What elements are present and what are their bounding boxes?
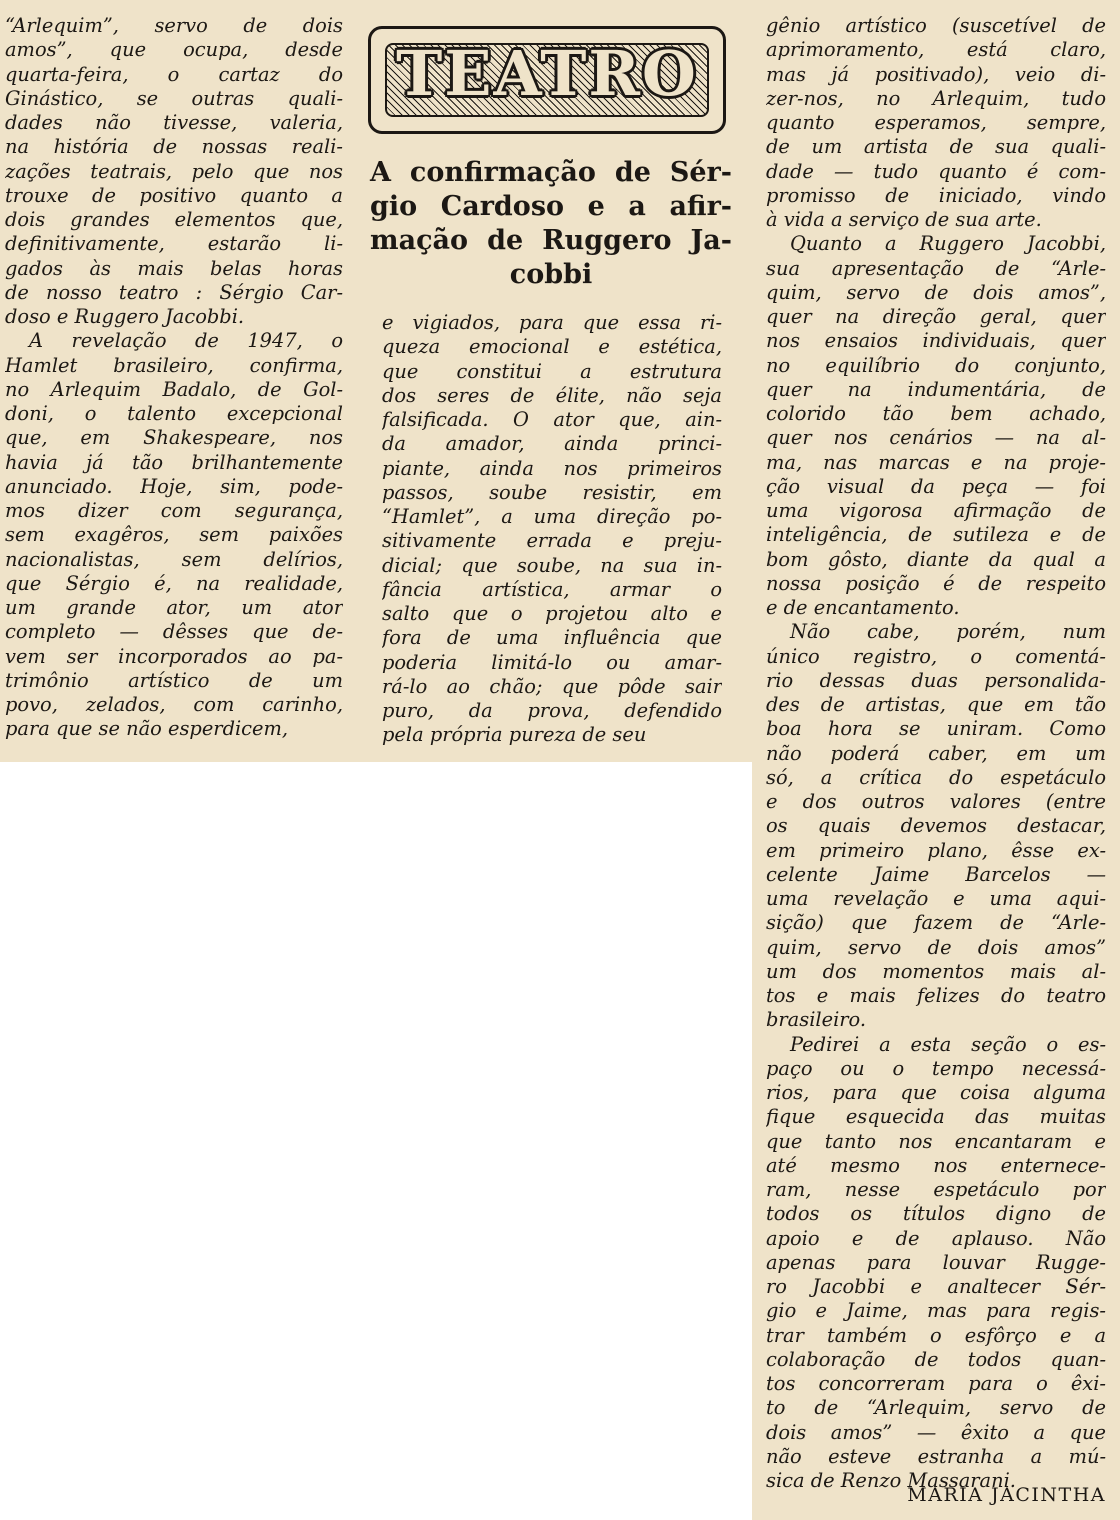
text-line: apenas para louvar Rugge-	[766, 1250, 1106, 1274]
text-line: trar também o esfôrço e a	[766, 1323, 1106, 1347]
text-line: rios, para que coisa alguma	[766, 1081, 1106, 1104]
text-line: e de encantamento.	[766, 596, 960, 619]
section-logo-text: TEATRO	[396, 37, 698, 110]
text-line: zações teatrais, pelo que nos	[5, 159, 343, 183]
text-line: trouxe de positivo quanto a	[5, 183, 343, 207]
text-line: tos concorreram para o êxi-	[766, 1372, 1106, 1395]
text-line: passos, soube resistir, em	[382, 480, 722, 504]
text-line: definitivamente, estarão li-	[5, 232, 343, 256]
text-line: rá-lo ao chão; que pôde sair	[382, 674, 722, 698]
text-line: os quais devemos destacar,	[766, 814, 1106, 838]
text-line: mas já positivado), veio di-	[766, 62, 1106, 86]
article-headline	[370, 156, 732, 292]
text-line: sua apresentação de “Arle-	[766, 256, 1106, 280]
text-line: dos seres de élite, não seja	[382, 383, 722, 407]
text-line: único registro, o comentá-	[766, 644, 1106, 668]
text-line: sica de Renzo Massarani.	[766, 1469, 1016, 1492]
text-line: “Hamlet”, a uma direção po-	[382, 505, 722, 528]
text-line: fique esquecida das muitas	[766, 1105, 1106, 1129]
text-line: A revelação de 1947, o	[29, 329, 343, 353]
text-line: no equilíbrio do conjunto,	[766, 353, 1106, 377]
text-line: povo, zelados, com carinho,	[5, 693, 343, 716]
text-line: rio dessas duas personalida-	[766, 668, 1106, 692]
text-line: que Sérgio é, na realidade,	[5, 571, 343, 595]
article-column-1	[5, 14, 343, 742]
text-line: havia já tão brilhantemente	[5, 450, 343, 474]
text-line: ma, nas marcas e na proje-	[766, 450, 1106, 474]
text-line: só, a crítica do espetáculo	[766, 765, 1106, 789]
text-line: sição) que fazem de “Arle-	[766, 911, 1106, 935]
text-line: Hamlet brasileiro, confirma,	[5, 353, 343, 377]
text-line: ção visual da peça — foi	[766, 474, 1106, 498]
text-line: promisso de iniciado, vindo	[766, 183, 1106, 207]
text-line: “Arlequim”, servo de dois	[5, 14, 343, 37]
text-line: doso e Ruggero Jacobbi.	[5, 305, 245, 328]
text-line: não poderá caber, em um	[766, 741, 1106, 765]
text-line: não esteve estranha a mú-	[766, 1444, 1106, 1468]
text-line: na história de nossas reali-	[5, 135, 343, 159]
text-line: gio e Jaime, mas para regis-	[766, 1299, 1106, 1323]
text-line: brasileiro.	[766, 1008, 867, 1032]
text-line: amos”, que ocupa, desde	[5, 38, 343, 62]
text-line: boa hora se uniram. Como	[766, 717, 1106, 741]
headline-line: mação de Ruggero Ja-	[370, 225, 732, 256]
text-line: quer na indumentária, de	[766, 377, 1106, 401]
text-line: quarta-feira, o cartaz do	[5, 62, 343, 86]
text-line: sitivamente errada e preju-	[382, 529, 722, 553]
text-line: gados às mais belas horas	[5, 256, 343, 280]
text-line: paço ou o tempo necessá-	[766, 1056, 1106, 1080]
text-line: e dos outros valores (entre	[766, 790, 1106, 813]
text-line: Ginástico, se outras quali-	[5, 86, 343, 110]
article-column-3	[766, 14, 1106, 1493]
text-line: à vida a serviço de sua arte.	[766, 208, 1042, 231]
text-line: des de artistas, que em tão	[766, 693, 1106, 716]
text-line: anunciado. Hoje, sim, pode-	[5, 474, 343, 498]
text-line: uma vigorosa afirmação de	[766, 499, 1106, 522]
text-line: quer nos cenários — na al-	[766, 426, 1106, 450]
text-line: vem ser incorporados ao pa-	[5, 644, 343, 668]
text-line: celente Jaime Barcelos —	[766, 862, 1106, 886]
text-line: dicial; que soube, na sua in-	[382, 553, 722, 577]
text-line: falsificada. O ator que, ain-	[382, 408, 722, 431]
text-line: inteligência, de sutileza e de	[766, 523, 1106, 547]
text-line: um grande ator, um ator	[5, 596, 343, 619]
text-line: todos os títulos digno de	[766, 1202, 1106, 1226]
text-line: dades não tivesse, valeria,	[5, 111, 343, 134]
text-line: e vigiados, para que essa ri-	[382, 311, 722, 334]
text-line: trimônio artístico de um	[5, 668, 343, 692]
text-line: zer-nos, no Arlequim, tudo	[766, 86, 1106, 110]
text-line: Não cabe, porém, num	[790, 620, 1106, 644]
text-line: salto que o projetou alto e	[382, 602, 722, 625]
text-line: colorido tão bem achado,	[766, 402, 1106, 425]
text-line: até mesmo nos enternece-	[766, 1153, 1106, 1177]
text-line: ram, nesse espetáculo por	[766, 1178, 1106, 1201]
text-line: quanto esperamos, sempre,	[766, 111, 1106, 134]
text-line: puro, da prova, defendido	[382, 699, 722, 722]
text-line: em primeiro plano, êsse ex-	[766, 838, 1106, 862]
text-line: mos dizer com segurança,	[5, 499, 343, 522]
text-line: Pedirei a esta seção o es-	[790, 1032, 1106, 1056]
text-line: no Arlequim Badalo, de Gol-	[5, 377, 343, 401]
section-logo	[368, 26, 726, 134]
text-line: um dos momentos mais al-	[766, 959, 1106, 983]
author-byline: MARIA JACINTHA	[907, 1484, 1106, 1506]
text-line: gênio artístico (suscetível de	[766, 14, 1106, 37]
text-line: pela própria pureza de seu	[382, 723, 647, 747]
article-column-2	[382, 311, 722, 748]
text-line: ro Jacobbi e analtecer Sér-	[766, 1275, 1106, 1298]
text-line: que tanto nos encantaram e	[766, 1129, 1106, 1153]
text-line: quim, servo de dois amos”,	[766, 280, 1106, 304]
text-line: nacionalistas, sem delírios,	[5, 547, 343, 571]
text-line: poderia limitá-lo ou amar-	[382, 650, 722, 674]
text-line: nos ensaios individuais, quer	[766, 329, 1106, 353]
text-line: que constitui a estrutura	[382, 359, 722, 383]
text-line: Quanto a Ruggero Jacobbi,	[790, 232, 1106, 256]
text-line: nossa posição é de respeito	[766, 571, 1106, 595]
text-line: para que se não esperdicem,	[5, 717, 289, 741]
text-line: tos e mais felizes do teatro	[766, 984, 1106, 1007]
text-line: quim, servo de dois amos”	[766, 935, 1106, 959]
text-line: que, em Shakespeare, nos	[5, 426, 343, 450]
text-line: doni, o talento excepcional	[5, 402, 343, 425]
text-line: colaboração de todos quan-	[766, 1347, 1106, 1371]
text-line: de nosso teatro : Sérgio Car-	[5, 280, 343, 304]
text-line: uma revelação e uma aqui-	[766, 887, 1106, 910]
text-line: aprimoramento, está claro,	[766, 38, 1106, 62]
text-line: da amador, ainda princi-	[382, 432, 722, 456]
text-line: dade — tudo quanto é com-	[766, 159, 1106, 183]
text-line: fância artística, armar o	[382, 577, 722, 601]
text-line: apoio e de aplauso. Não	[766, 1226, 1106, 1250]
text-line: queza emocional e estética,	[382, 335, 722, 359]
text-line: de um artista de sua quali-	[766, 135, 1106, 159]
text-line: to de “Arlequim, servo de	[766, 1396, 1106, 1420]
headline-line: gio Cardoso e a afir-	[370, 191, 732, 222]
text-line: dois grandes elementos que,	[5, 208, 343, 231]
text-line: completo — dêsses que de-	[5, 620, 343, 644]
text-line: dois amos” — êxito a que	[766, 1420, 1106, 1444]
headline-line: A confirmação de Sér-	[370, 157, 732, 188]
headline-line: cobbi	[509, 259, 593, 290]
text-line: bom gôsto, diante da qual a	[766, 547, 1106, 571]
text-line: piante, ainda nos primeiros	[382, 456, 722, 480]
text-line: fora de uma influência que	[382, 626, 722, 650]
text-line: sem exagêros, sem paixões	[5, 523, 343, 547]
text-line: quer na direção geral, quer	[766, 305, 1106, 328]
